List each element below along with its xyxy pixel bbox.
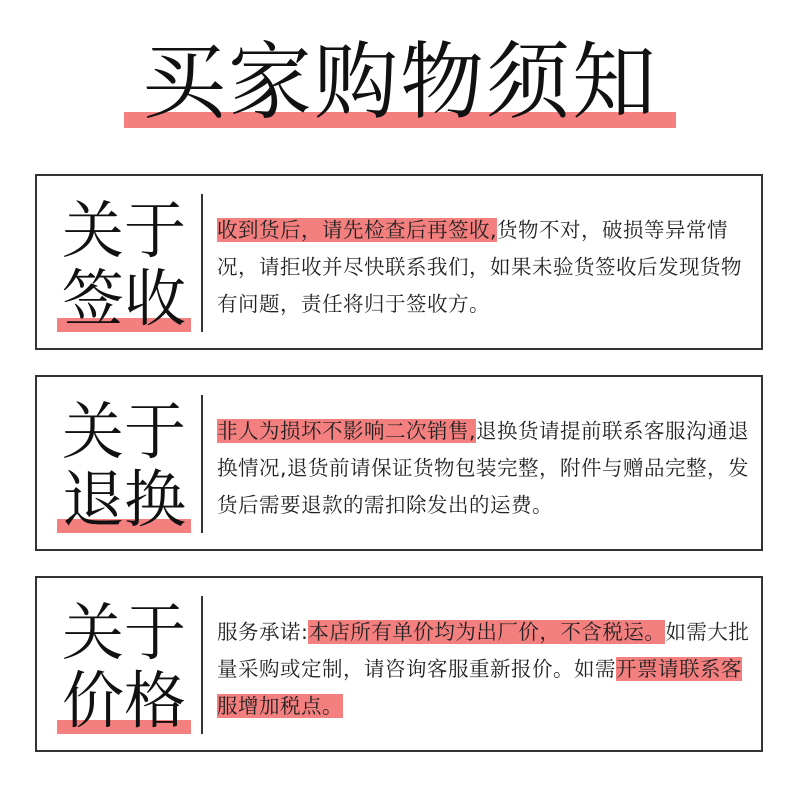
vertical-divider bbox=[201, 395, 203, 533]
page-title: 买家购物须知 bbox=[141, 33, 658, 131]
section-heading bbox=[49, 393, 199, 537]
body-prefix: 服务承诺: bbox=[217, 620, 309, 644]
heading-line-2: 退换 bbox=[61, 463, 186, 536]
section-heading bbox=[49, 594, 199, 738]
section-card-signing bbox=[35, 174, 763, 350]
heading-line-1: 关于 bbox=[61, 194, 186, 267]
section-body bbox=[217, 212, 753, 323]
vertical-divider bbox=[201, 596, 203, 734]
section-heading bbox=[49, 192, 199, 336]
body-highlight: 收到货后，请先检查后再签收, bbox=[217, 218, 498, 242]
section-body bbox=[217, 614, 753, 725]
heading-line-1: 关于 bbox=[61, 596, 186, 669]
section-card-returns bbox=[35, 375, 763, 551]
body-rest: 货物不对，破损等异常情况，请拒收并尽快联系我们，如果未验货签收后发现货物有问题，责任将归于签收方。 bbox=[217, 218, 742, 316]
heading-line-2: 签收 bbox=[61, 262, 186, 335]
title-area bbox=[0, 30, 800, 140]
heading-line-2: 价格 bbox=[61, 664, 186, 737]
section-card-price bbox=[35, 576, 763, 752]
vertical-divider bbox=[201, 194, 203, 332]
section-body bbox=[217, 413, 753, 524]
body-highlight: 非人为损坏不影响二次销售, bbox=[217, 419, 477, 443]
body-highlight-2: 开票请联系客服增加税点。 bbox=[217, 657, 742, 718]
body-highlight: 本店所有单价均为出厂价，不含税运。 bbox=[308, 620, 666, 644]
body-rest: 如需大批量采购或定制，请咨询客服重新报价。如需 bbox=[217, 620, 750, 681]
heading-line-1: 关于 bbox=[61, 395, 186, 468]
body-rest: 退换货请提前联系客服沟通退换情况,退货前请保证货物包装完整，附件与赠品完整，发货后需要退款的需扣除发出的运费。 bbox=[217, 419, 750, 517]
